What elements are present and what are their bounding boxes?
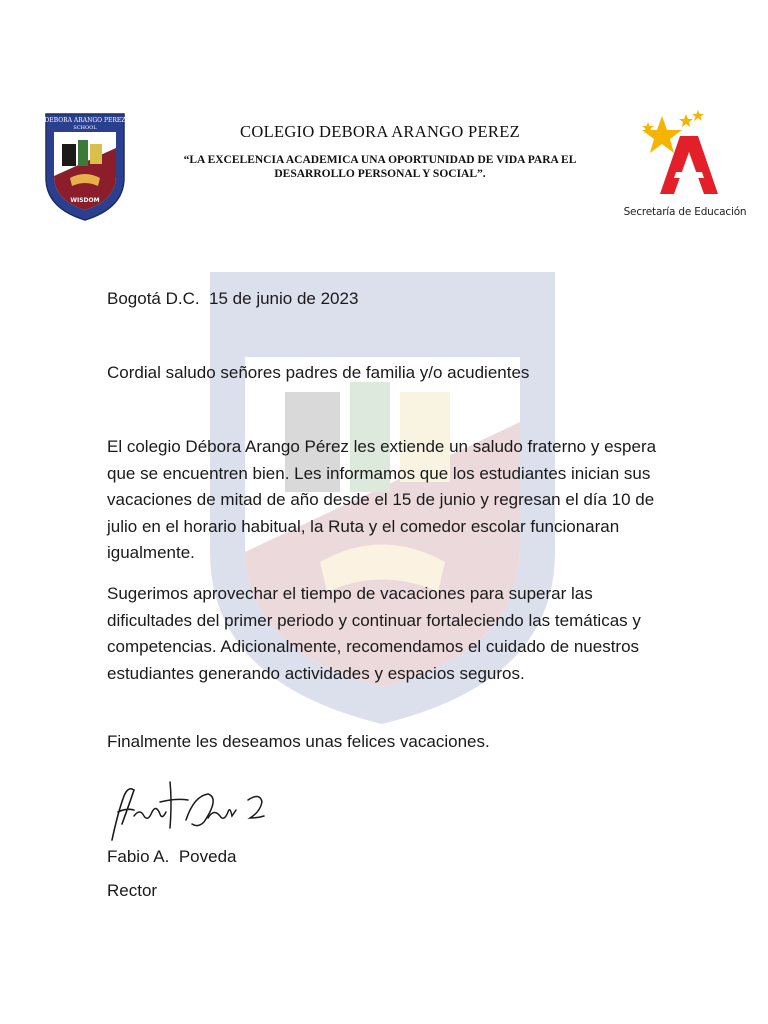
- crest-text-bottom: WISDOM: [70, 197, 100, 204]
- motto-line-1: “LA EXCELENCIA ACADEMICA UNA OPORTUNIDAD DE VIDA PARA EL: [183, 154, 577, 166]
- letter-date: Bogotá D.C. 15 de junio de 2023: [107, 289, 359, 308]
- secretaria-educacion-logo: [620, 106, 750, 224]
- motto-line-2: DESARROLLO PERSONAL Y SOCIAL”.: [274, 168, 486, 180]
- letter-paragraph-2: Sugerimos aprovechar el tiempo de vacaciones para superar las dificultades del primer periodo y continuar fortaleciendo las temáticas y competencias. Adicionalmente, recomendamos el cuidado de nuestros estudiantes generando actividades y espacios seguros.: [107, 584, 641, 683]
- letter-closing: Finalmente les deseamos unas felices vacaciones.: [107, 732, 490, 751]
- signer-name: Fabio A. Poveda: [107, 847, 237, 866]
- letter-paragraph-1: El colegio Débora Arango Pérez les extiende un saludo fraterno y espera que se encuentren bien. Les informamos que los estudiantes inician sus vacaciones de mitad de año desde el 15 de junio y regresan el día 10 de julio en el horario habitual, la Ruta y el comedor escolar funcionaran igualmente.: [107, 437, 657, 562]
- signer-role: Rector: [107, 881, 158, 900]
- school-name: COLEGIO DEBORA ARANGO PEREZ: [240, 122, 520, 141]
- letter-greeting: Cordial saludo señores padres de familia y/o acudientes: [107, 363, 530, 382]
- secretaria-educacion-label: Secretaría de Educación: [623, 206, 747, 218]
- school-motto: [150, 153, 610, 181]
- crest-text-school: SCHOOL: [73, 125, 97, 131]
- secretaria-educacion-logo-icon: [620, 106, 750, 204]
- crest-text-top: DEBORA ARANGO PEREZ: [44, 117, 126, 124]
- school-crest-icon: [40, 108, 130, 223]
- handwritten-signature-icon: [104, 772, 274, 844]
